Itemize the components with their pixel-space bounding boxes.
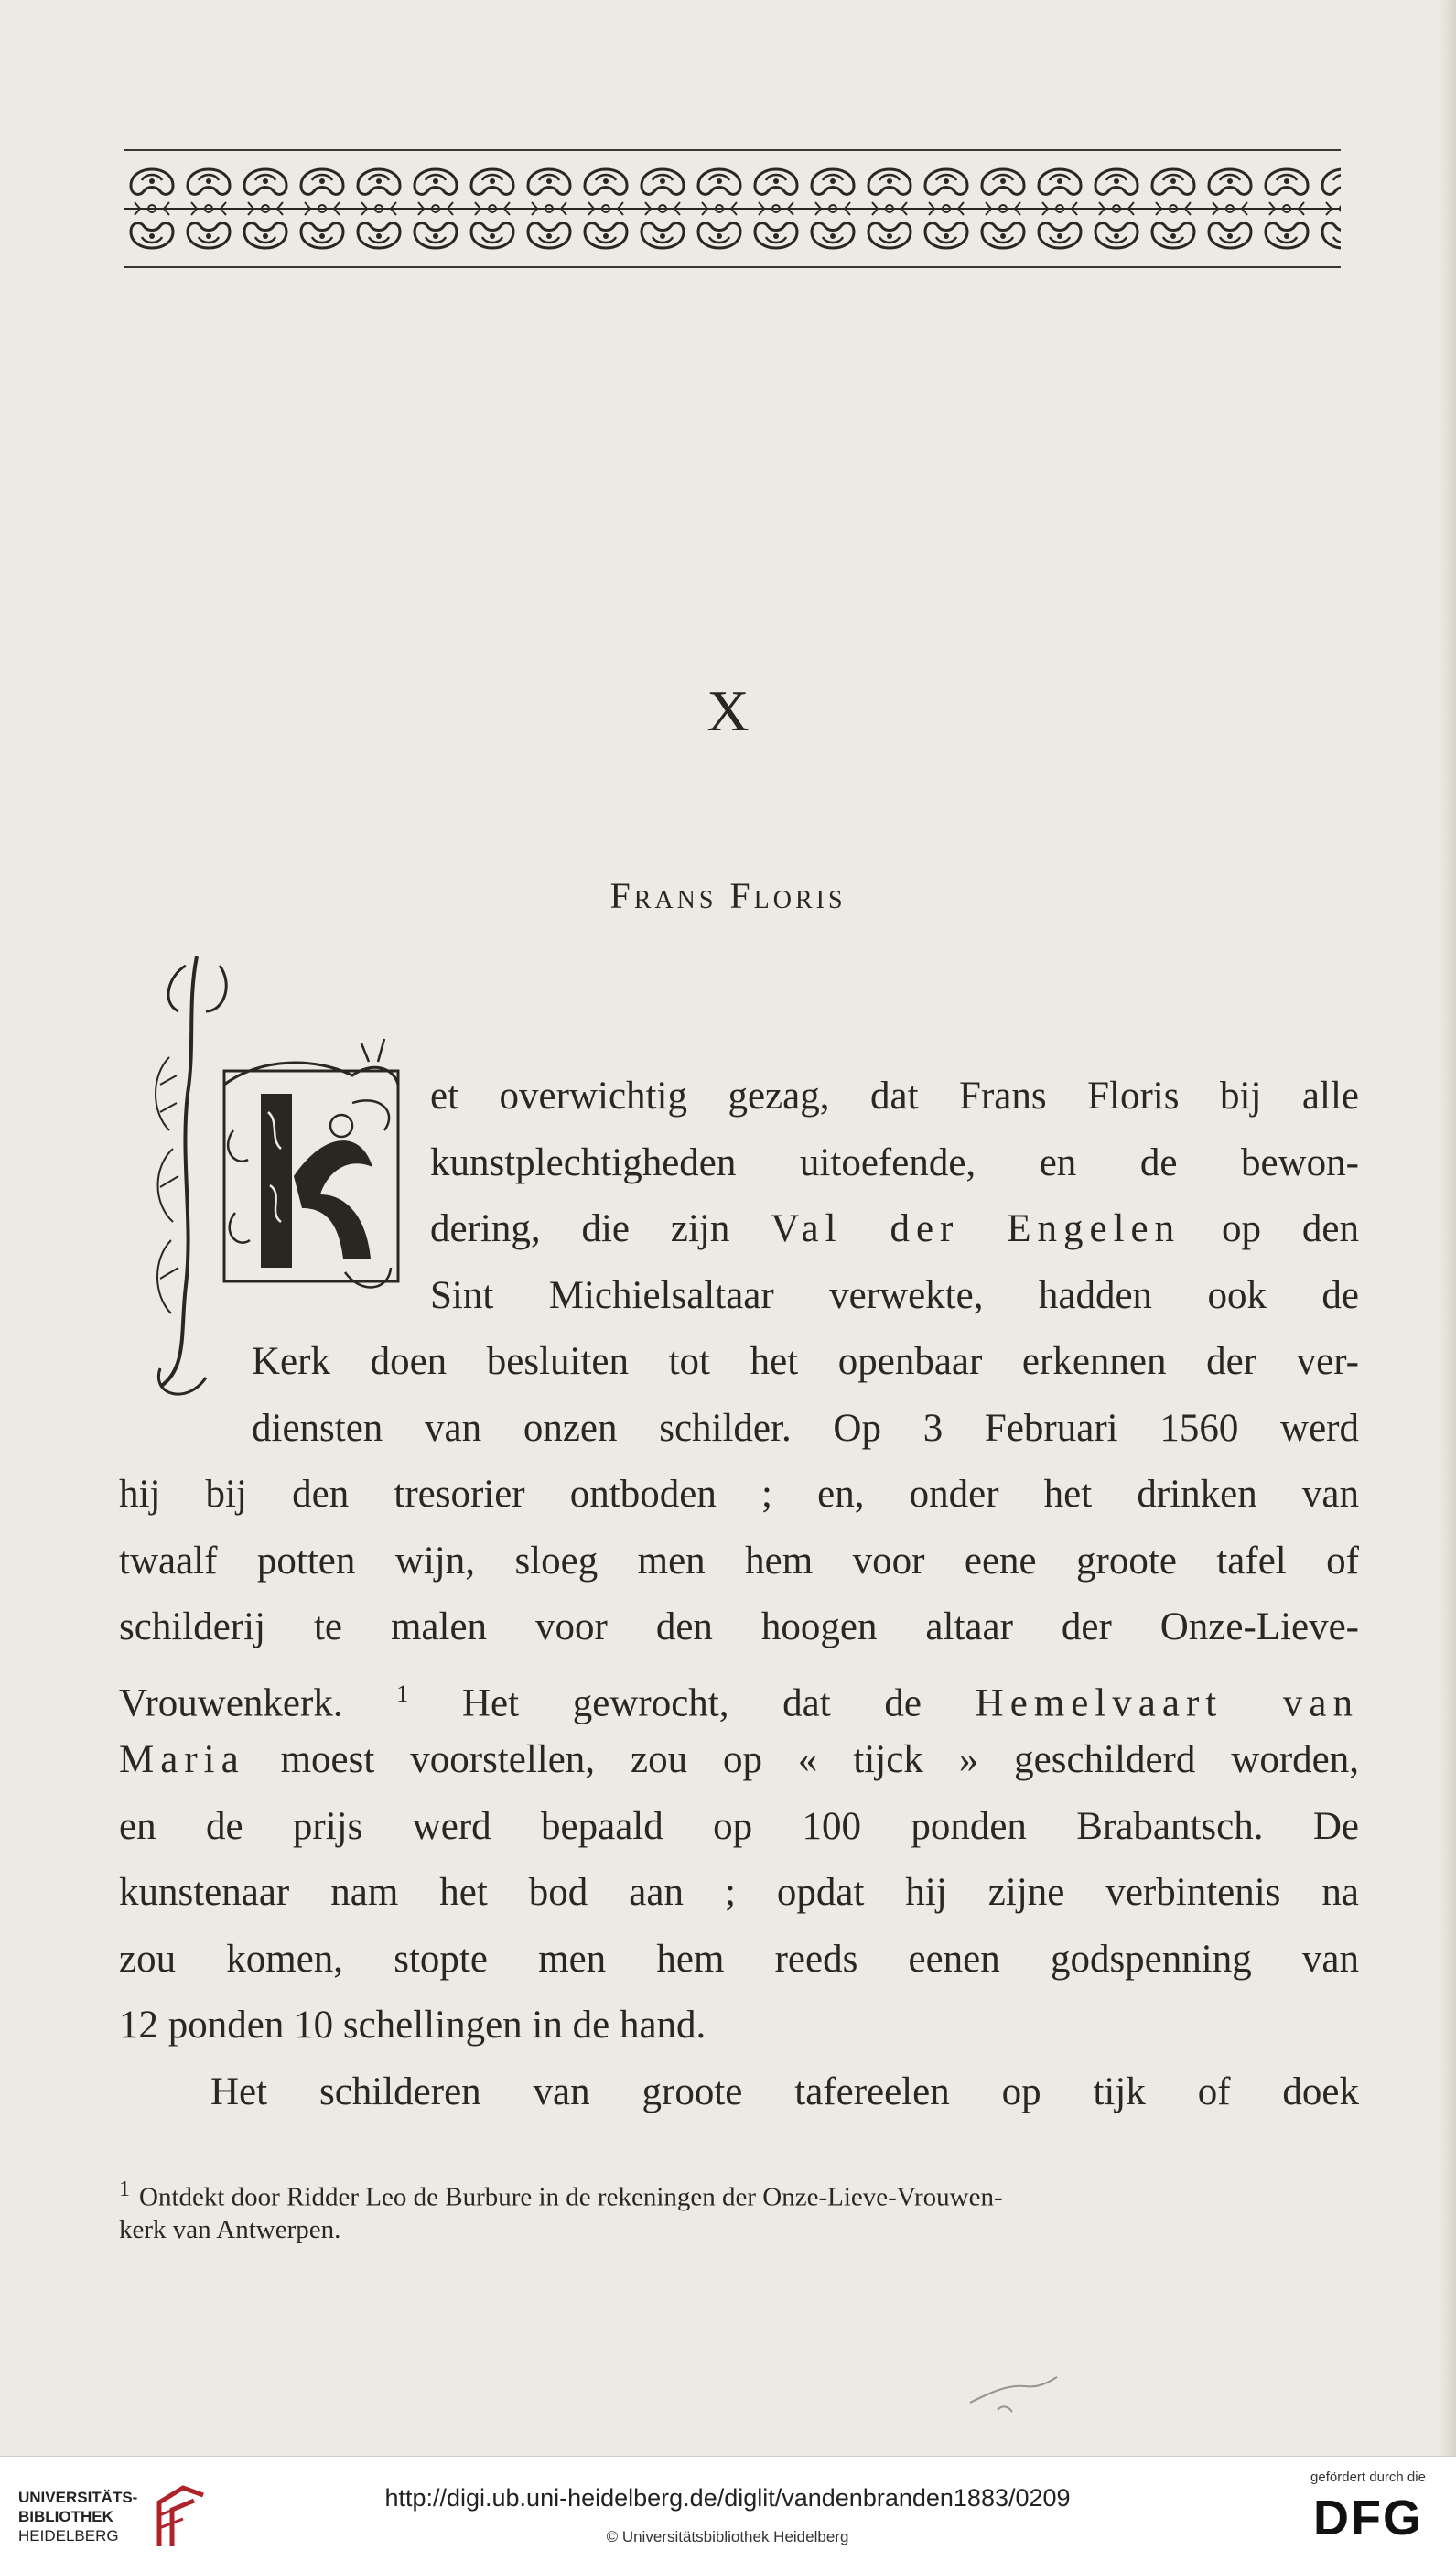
chapter-number: X: [706, 678, 750, 743]
artwork-title: Hemelvaart van: [975, 1680, 1359, 1724]
text-line: Sint Michielsaltaar verwekte, hadden ook de: [430, 1273, 1359, 1317]
text-line: kunstenaar nam het bod aan ; opdat hij zijne verbintenis na: [119, 1871, 1359, 1914]
chapter-title: Frans Floris: [609, 875, 847, 916]
text-line: Vrouwenkerk. $^1$ Het gewrocht, dat de Hemelvaart van: [119, 1680, 1359, 1724]
text-line: hij bij den tresorier ontboden ; en, onder het drinken van: [119, 1473, 1359, 1516]
page-edge-shadow: [1440, 0, 1456, 2456]
text-line: schilderij te malen voor den hoogen altaar der Onze-Lieve-: [119, 1605, 1359, 1648]
artwork-title: Val der Engelen: [771, 1207, 1181, 1250]
text-line: 12 ponden 10 schellingen in de hand.: [119, 2004, 706, 2047]
ub-heidelberg-logo-icon[interactable]: [18, 2473, 220, 2546]
text-line: Kerk doen besluiten tot het openbaar erkennen der ver-: [252, 1340, 1359, 1383]
library-name-line3: HEIDELBERG: [18, 2527, 119, 2545]
body-text: [119, 1064, 1359, 2125]
footnote-line: kerk van Antwerpen.: [119, 2215, 341, 2244]
footnote-line: $^1$ Ontdekt door Ridder Leo de Burbure in de rekeningen der Onze-Lieve-Vrouwen-: [119, 2177, 1003, 2212]
dfg-logo-icon[interactable]: DFG: [1313, 2491, 1423, 2545]
footer-bar: [0, 2456, 1456, 2561]
floral-border-ornament: [124, 149, 1341, 268]
artwork-title: Maria: [119, 1738, 245, 1781]
library-name-line1: UNIVERSITÄTS-: [18, 2489, 138, 2506]
permalink-url[interactable]: http://digi.ub.uni-heidelberg.de/diglit/vandenbranden1883/0209: [384, 2484, 1071, 2512]
text-line: zou komen, stopte men hem reeds eenen godspenning van: [119, 1937, 1359, 1981]
copyright-notice: © Universitätsbibliothek Heidelberg: [606, 2528, 849, 2545]
pencil-mark-icon: [961, 2366, 1071, 2421]
text-line: en de prijs werd bepaald op 100 ponden Brabantsch. De: [119, 1804, 1359, 1848]
funding-label: gefördert durch die: [1310, 2469, 1426, 2485]
library-emblem-icon: [146, 2479, 210, 2552]
library-name-line2: BIBLIOTHEK: [18, 2508, 113, 2525]
text-line: kunstplechtigheden uitoefende, en de bewon-: [430, 1140, 1359, 1184]
text-line: Maria moest voorstellen, zou op « tijck » geschilderd worden,: [119, 1738, 1359, 1781]
text-line: diensten van onzen schilder. Op 3 Februari 1560 werd: [252, 1406, 1359, 1450]
footnote-marker: 1: [119, 2177, 130, 2201]
text-line: et overwichtig gezag, dat Frans Floris bij alle: [430, 1075, 1359, 1118]
text-line: twaalf potten wijn, sloeg men hem voor eene groote tafel of: [119, 1539, 1359, 1583]
text-line: Het schilderen van groote tafereelen op tijk of doek: [210, 2069, 1359, 2113]
footnote: [119, 2169, 1359, 2250]
footnote-reference: 1: [396, 1680, 409, 1707]
text-line: dering, die zijn Val der Engelen op den: [430, 1207, 1359, 1250]
